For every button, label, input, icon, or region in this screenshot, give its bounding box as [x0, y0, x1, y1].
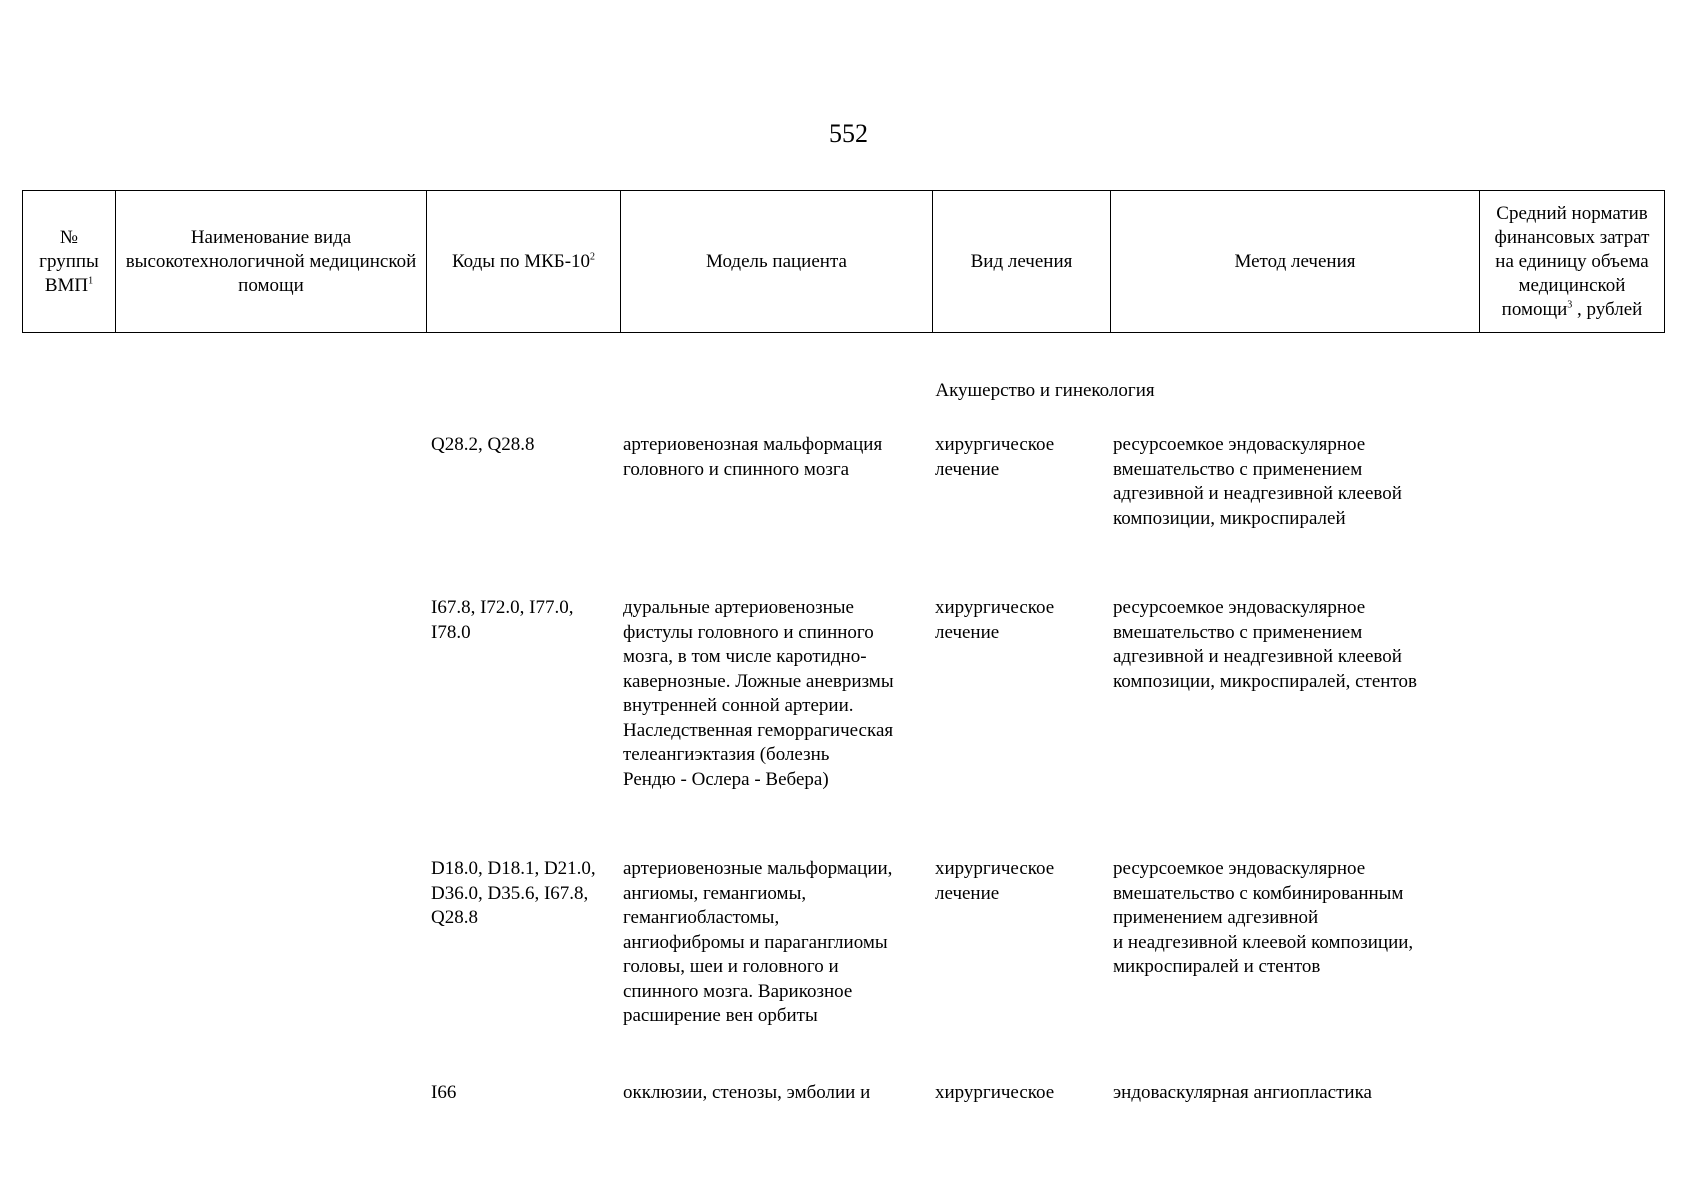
header-group-number: № группы ВМП$^1$ — [23, 191, 116, 333]
header-cost-standard: Средний норматив финансовых затрат на единицу объема медицинской помощи$^3$ , рублей — [1480, 191, 1665, 333]
header-icd-codes: Коды по МКБ-$10^2$ — [427, 191, 621, 333]
patient-model: артериовенозные мальформации, ангиомы, гемангиомы, гемангиобластомы, ангиофибромы и параганглиомы головы, шеи и головного и спинного мозга. Варикозное расширение вен орбиты — [623, 858, 893, 1026]
patient-model: артериовенозная мальформация головного и спинного мозга — [623, 434, 883, 480]
patient-model: окклюзии, стенозы, эмболии и — [623, 1082, 871, 1103]
treatment-type: хирургическое лечение — [935, 434, 1055, 480]
icd-codes: D18.0, D18.1, D21.0, D36.0, D35.6, I67.8, Q28.8 — [431, 858, 596, 928]
treatment-type: хирургическое лечение — [935, 597, 1055, 643]
header-treatment-type: Вид лечения — [933, 191, 1111, 333]
header-patient-model: Модель пациента — [621, 191, 933, 333]
header-treatment-method: Метод лечения — [1111, 191, 1480, 333]
treatment-type: хирургическое — [935, 1082, 1055, 1103]
treatment-method: эндоваскулярная ангиопластика — [1113, 1082, 1372, 1103]
treatment-method: ресурсоемкое эндоваскулярное вмешательство с применением адгезивной и неадгезивной клеевой композиции, микроспиралей, стентов — [1113, 597, 1417, 692]
table-header — [22, 190, 1665, 333]
page-number: 552 — [829, 119, 868, 148]
patient-model: дуральные артериовенозные фистулы головного и спинного мозга, в том числе каротидно- кавернозные. Ложные аневризмы внутренней сонной артерии. Наследственная геморрагическая телеангиэктазия (болезнь Рендю - Ослера - Вебера) — [623, 597, 894, 790]
treatment-method: ресурсоемкое эндоваскулярное вмешательство с комбинированным применением адгезивной и неадгезивной клеевой композиции, микроспиралей и стентов — [1113, 858, 1414, 977]
header-care-type-name: Наименование вида высокотехнологичной медицинской помощи — [116, 191, 427, 333]
icd-codes: I67.8, I72.0, I77.0, I78.0 — [431, 597, 574, 643]
section-title: Акушерство и гинекология — [935, 380, 1155, 401]
icd-codes: I66 — [431, 1082, 457, 1103]
treatment-method: ресурсоемкое эндоваскулярное вмешательство с применением адгезивной и неадгезивной клеевой композиции, микроспиралей — [1113, 434, 1402, 529]
icd-codes: Q28.2, Q28.8 — [431, 434, 535, 455]
treatment-type: хирургическое лечение — [935, 858, 1055, 904]
